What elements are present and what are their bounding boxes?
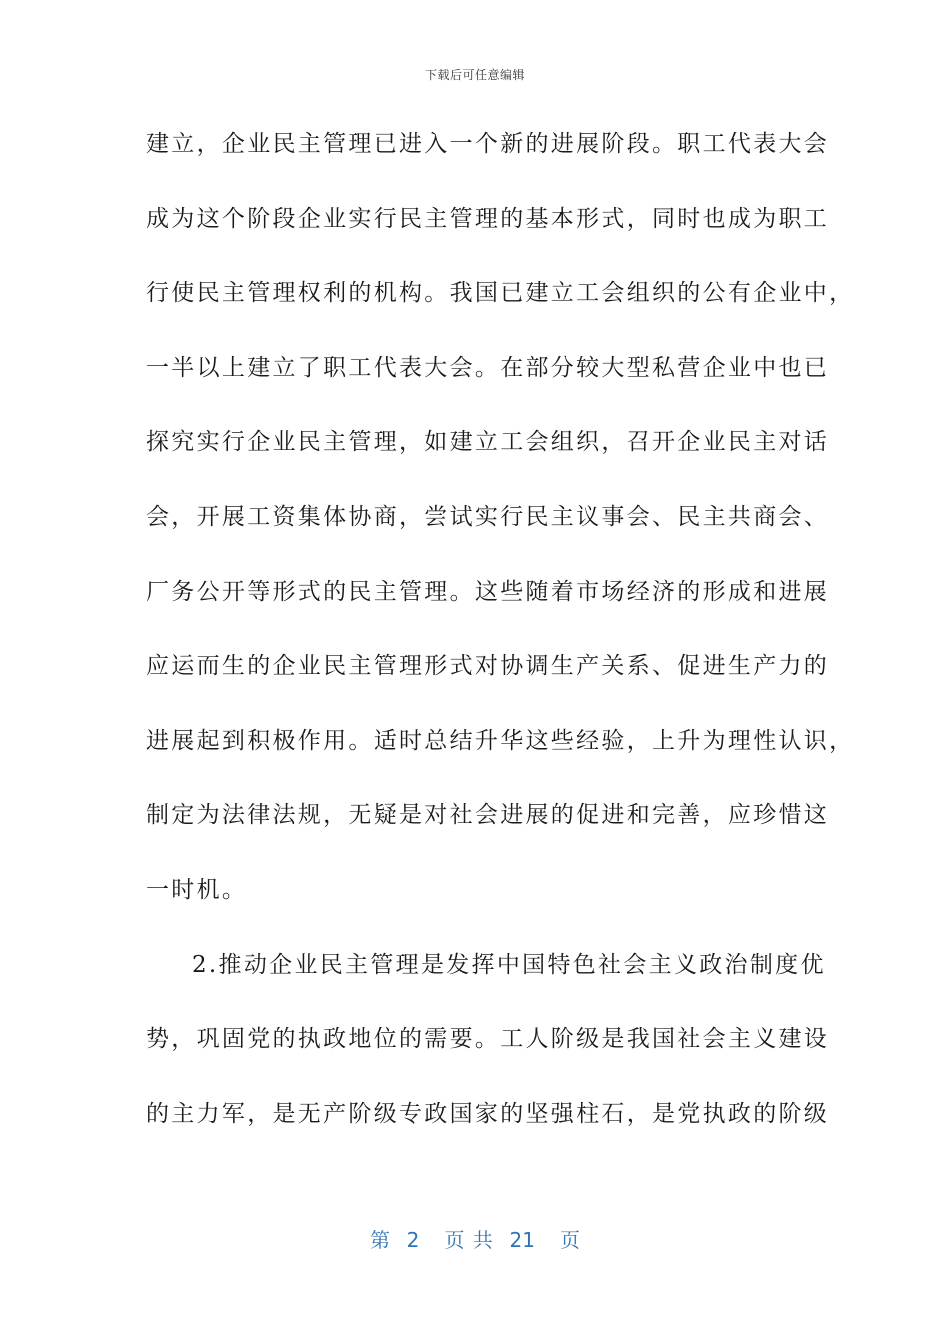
text-line: 探究实行企业民主管理，如建立工会组织，召开企业民主对话 <box>146 429 830 456</box>
header-note: 下载后可任意编辑 <box>424 68 525 82</box>
text-line: 成为这个阶段企业实行民主管理的基本形式，同时也成为职工 <box>146 205 830 232</box>
text-line: 的主力军，是无产阶级专政国家的坚强柱石，是党执政的阶级 <box>146 1100 830 1127</box>
text-line: 建立，企业民主管理已进入一个新的进展阶段。职工代表大会 <box>146 131 830 157</box>
text-line: 进展起到积极作用。适时总结升华这些经验，上升为理性认识， <box>146 727 855 754</box>
text-line: 一时机。 <box>146 877 248 903</box>
text-line-indented: 2.推动企业民主管理是发挥中国特色社会主义政治制度优 <box>192 951 826 978</box>
text-line: 一半以上建立了职工代表大会。在部分较大型私营企业中也已 <box>146 354 830 381</box>
text-line: 行使民主管理权利的机构。我国已建立工会组织的公有企业中， <box>146 280 855 307</box>
text-line: 厂务公开等形式的民主管理。这些随着市场经济的形成和进展 <box>146 578 830 605</box>
text-line: 应运而生的企业民主管理形式对协调生产关系、促进生产力的 <box>146 653 830 680</box>
text-line: 会，开展工资集体协商，尝试实行民主议事会、民主共商会、 <box>146 504 830 530</box>
text-line: 制定为法律法规，无疑是对社会进展的促进和完善，应珍惜这 <box>146 802 830 829</box>
page-number-footer: 第 2 页 共 21 页 <box>369 1228 581 1252</box>
text-line: 势，巩固党的执政地位的需要。工人阶级是我国社会主义建设 <box>146 1026 830 1053</box>
